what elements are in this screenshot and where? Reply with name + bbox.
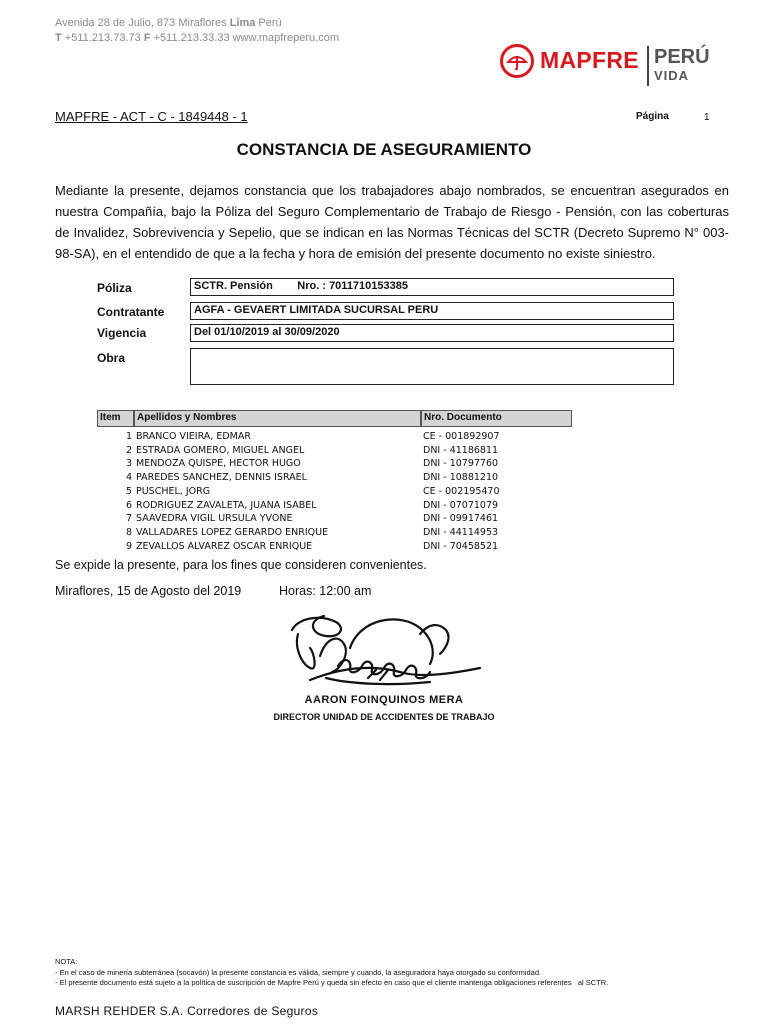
cell-document: DNI - 70458521: [423, 540, 499, 552]
signer-title: DIRECTOR UNIDAD DE ACCIDENTES DE TRABAJO: [273, 712, 495, 722]
document-title: CONSTANCIA DE ASEGURAMIENTO: [236, 140, 532, 159]
place-date: Miraflores, 15 de Agosto del 2019: [55, 584, 242, 598]
intro-paragraph: Mediante la presente, dejamos constancia que los trabajadores abajo nombrados, se encuentran asegurados en nuestra Compañía, bajo la Póliza del Seguro Complementario de Trabajo de Riesgo - Pensión, con las coberturas de Invalidez, Sobrevivencia y Sepelio, que se indican en las Normas Técnicas del SCTR (Decreto Supremo N° 003-98-SA), en el entendido de que a la fecha y hora de emisión del presente documento no existe siniestro.: [55, 183, 729, 261]
table-row: [0, 486, 768, 500]
obra-value: [190, 348, 674, 385]
address-line: [55, 16, 339, 31]
table-row: [0, 458, 768, 472]
poliza-value: SCTR. Pensión Nro. : 7011710153385: [190, 278, 674, 296]
cell-item: 1: [125, 431, 132, 442]
closing-statement: Se expide la presente, para los fines que consideren convenientes.: [55, 558, 427, 572]
phone-line: [55, 31, 339, 46]
mapfre-logo: [500, 44, 720, 88]
cell-name: ESTRADA GOMERO, MIGUEL ANGEL: [136, 444, 305, 456]
logo-brand: MAPFRE: [540, 47, 639, 73]
phone-f: +511.213.33.33 www.mapfreperu.com: [150, 32, 339, 44]
poliza-label: Póliza: [97, 281, 132, 295]
address-city: Lima: [229, 17, 256, 29]
cell-item: 7: [125, 513, 132, 525]
notes-section: [55, 957, 608, 989]
issue-time: Horas: 12:00 am: [279, 584, 372, 598]
col-header-document: Nro. Documento: [421, 410, 572, 427]
phone-f-label: F: [143, 32, 151, 44]
cell-item: 5: [125, 485, 132, 497]
broker-footer: MARSH REHDER S.A. Corredores de Seguros: [55, 1004, 319, 1018]
logo-country: PERÚ: [654, 46, 710, 68]
signer-name: AARON FOINQUINOS MERA: [304, 694, 464, 706]
phone-t: +511.213.73.73: [61, 32, 144, 44]
cell-name: ZEVALLOS ALVAREZ OSCAR ENRIQUE: [136, 540, 313, 552]
cell-item: 2: [125, 444, 132, 456]
cell-item: 6: [125, 499, 132, 511]
cell-item: 8: [125, 526, 132, 538]
table-row: [0, 445, 768, 459]
vigencia-label: Vigencia: [97, 326, 147, 340]
cell-item: 4: [125, 472, 132, 484]
umbrella-icon: [500, 44, 534, 78]
cell-document: CE - 002195470: [423, 485, 500, 497]
address-suffix: Perú: [255, 17, 282, 29]
address-prefix: Avenida 28 de Julio, 873 Miraflores: [55, 17, 230, 29]
page-label: Página: [636, 111, 669, 122]
handwritten-signature: [280, 608, 500, 690]
cell-document: DNI - 09917461: [423, 513, 499, 525]
obra-label: Obra: [97, 351, 126, 365]
cell-name: RODRIGUEZ ZAVALETA, JUANA ISABEL: [136, 499, 317, 511]
table-row: [0, 431, 768, 445]
notes-line: - El presente documento está sujeto a la política de suscripción de Mapfre Perú y queda sin efecto en caso que el cliente mantenga obligaciones referentes al SCTR.: [55, 978, 609, 987]
contratante-label: Contratante: [97, 305, 165, 319]
cell-document: DNI - 10797760: [423, 458, 499, 470]
logo-sub: VIDA: [654, 68, 690, 83]
notes-line: - En el caso de minería subterránea (socavón) la presente constancia es válida, siempre y cuando, la aseguradora haya otorgado su conformidad.: [55, 967, 542, 977]
cell-item: 9: [125, 540, 132, 552]
cell-name: MENDOZA QUISPE, HECTOR HUGO: [136, 458, 301, 470]
cell-document: DNI - 44114953: [423, 526, 499, 538]
page-number: 1: [704, 112, 710, 123]
company-address: [55, 16, 339, 46]
table-row: [0, 500, 768, 514]
col-header-item: Item: [97, 410, 134, 427]
contratante-value: AGFA - GEVAERT LIMITADA SUCURSAL PERU: [190, 302, 674, 320]
cell-document: DNI - 10881210: [423, 472, 499, 484]
table-row: [0, 472, 768, 486]
cell-document: DNI - 41186811: [423, 444, 499, 456]
cell-document: CE - 001892907: [423, 431, 500, 442]
cell-document: DNI - 07071079: [423, 499, 499, 511]
cell-name: VALLADARES LOPEZ GERARDO ENRIQUE: [136, 526, 329, 538]
vigencia-value: Del 01/10/2019 al 30/09/2020: [190, 324, 674, 342]
cell-name: PUSCHEL, JORG: [136, 485, 211, 497]
cell-item: 3: [125, 458, 132, 470]
cell-name: PAREDES SANCHEZ, DENNIS ISRAEL: [136, 472, 307, 484]
logo-divider: [647, 46, 649, 86]
notes-label: NOTA:: [55, 957, 78, 966]
table-row: [0, 541, 768, 555]
phone-t-label: T: [55, 32, 62, 44]
table-row: [0, 527, 768, 541]
col-header-name: Apellidos y Nombres: [134, 410, 421, 427]
cell-name: BRANCO VIEIRA, EDMAR: [136, 431, 251, 442]
table-row: [0, 513, 768, 527]
document-reference: MAPFRE - ACT - C - 1849448 - 1: [55, 109, 248, 124]
cell-name: SAAVEDRA VIGIL URSULA YVONE: [136, 513, 293, 525]
